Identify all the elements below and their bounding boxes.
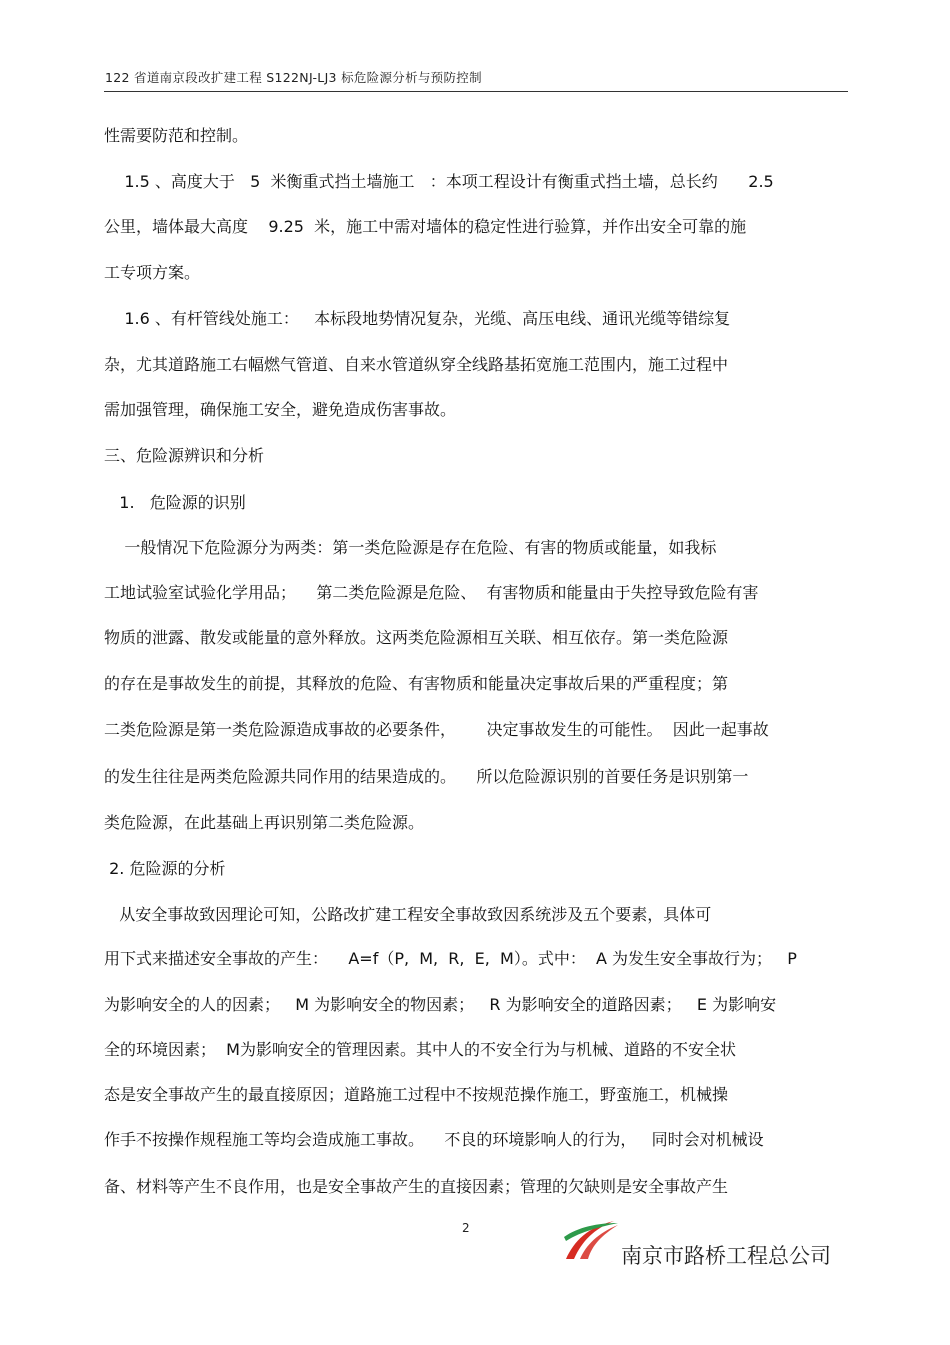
text-line: 全的环境因素； M为影响安全的管理因素。其中人的不安全行为与机械、道路的不安全状 bbox=[104, 1040, 736, 1059]
text-line: 备、材料等产生不良作用，也是安全事故产生的直接因素；管理的欠缺则是安全事故产生 bbox=[104, 1177, 729, 1196]
text-line: 工地试验室试验化学用品； 第二类危险源是危险、 有害物质和能量由于失控导致危险有害 bbox=[104, 583, 759, 602]
text-line: 工专项方案。 bbox=[104, 263, 201, 282]
text-line: 从安全事故致因理论可知，公路改扩建工程安全事故致因系统涉及五个要素，具体可 bbox=[104, 905, 712, 924]
text-line: 需加强管理，确保施工安全，避免造成伤害事故。 bbox=[104, 400, 457, 419]
text-line: 二类危险源是第一类危险源造成事故的必要条件， 决定事故发生的可能性。 因此一起事故 bbox=[104, 720, 769, 739]
text-line: 物质的泄露、散发或能量的意外释放。这两类危险源相互关联、相互依存。第一类危险源 bbox=[104, 628, 729, 647]
header-divider bbox=[104, 91, 848, 92]
text-line: 1.6 、有杆管线处施工： 本标段地势情况复杂，光缆、高压电线、通讯光缆等错综复 bbox=[104, 309, 731, 328]
text-line: 一般情况下危险源分为两类：第一类危险源是存在危险、有害的物质或能量，如我标 bbox=[104, 538, 717, 557]
text-line: 1.5 、高度大于 5 米衡重式挡土墙施工 ：本项工程设计有衡重式挡土墙，总长约 2.5 bbox=[104, 172, 774, 191]
page-header: 122 省道南京段改扩建工程 S122NJ-LJ3 标危险源分析与预防控制 bbox=[105, 70, 482, 85]
text-line: 类危险源，在此基础上再识别第二类危险源。 bbox=[104, 813, 425, 832]
text-line: 三、危险源辨识和分析 bbox=[104, 446, 265, 465]
text-line: 杂，尤其道路施工右幅燃气管道、自来水管道纵穿全线路基拓宽施工范围内，施工过程中 bbox=[104, 355, 729, 374]
text-line: 2. 危险源的分析 bbox=[104, 859, 226, 878]
text-line: 公里，墙体最大高度 9.25 米，施工中需对墙体的稳定性进行验算，并作出安全可靠的施 bbox=[104, 217, 747, 236]
text-line: 为影响安全的人的因素； M 为影响安全的物因素； R 为影响安全的道路因素； E 为影响安 bbox=[104, 995, 777, 1014]
text-line: 用下式来描述安全事故的产生： A=f（P, M, R, E, M）。式中： A 为发生安全事故行为； P bbox=[104, 949, 797, 968]
text-line: 的存在是事故发生的前提，其释放的危险、有害物质和能量决定事故后果的严重程度；第 bbox=[104, 674, 729, 693]
text-line: 的发生往往是两类危险源共同作用的结果造成的。 所以危险源识别的首要任务是识别第一 bbox=[104, 767, 749, 786]
company-name: 南京市路桥工程总公司 bbox=[621, 1244, 831, 1268]
company-logo-icon bbox=[560, 1215, 620, 1263]
text-line: 性需要防范和控制。 bbox=[104, 126, 249, 145]
text-line: 1. 危险源的识别 bbox=[104, 493, 246, 512]
text-line: 作手不按操作规程施工等均会造成施工事故。 不良的环境影响人的行为， 同时会对机械设 bbox=[104, 1130, 764, 1149]
text-line: 态是安全事故产生的最直接原因；道路施工过程中不按规范操作施工，野蛮施工，机械操 bbox=[104, 1085, 729, 1104]
page-number: 2 bbox=[462, 1221, 470, 1235]
